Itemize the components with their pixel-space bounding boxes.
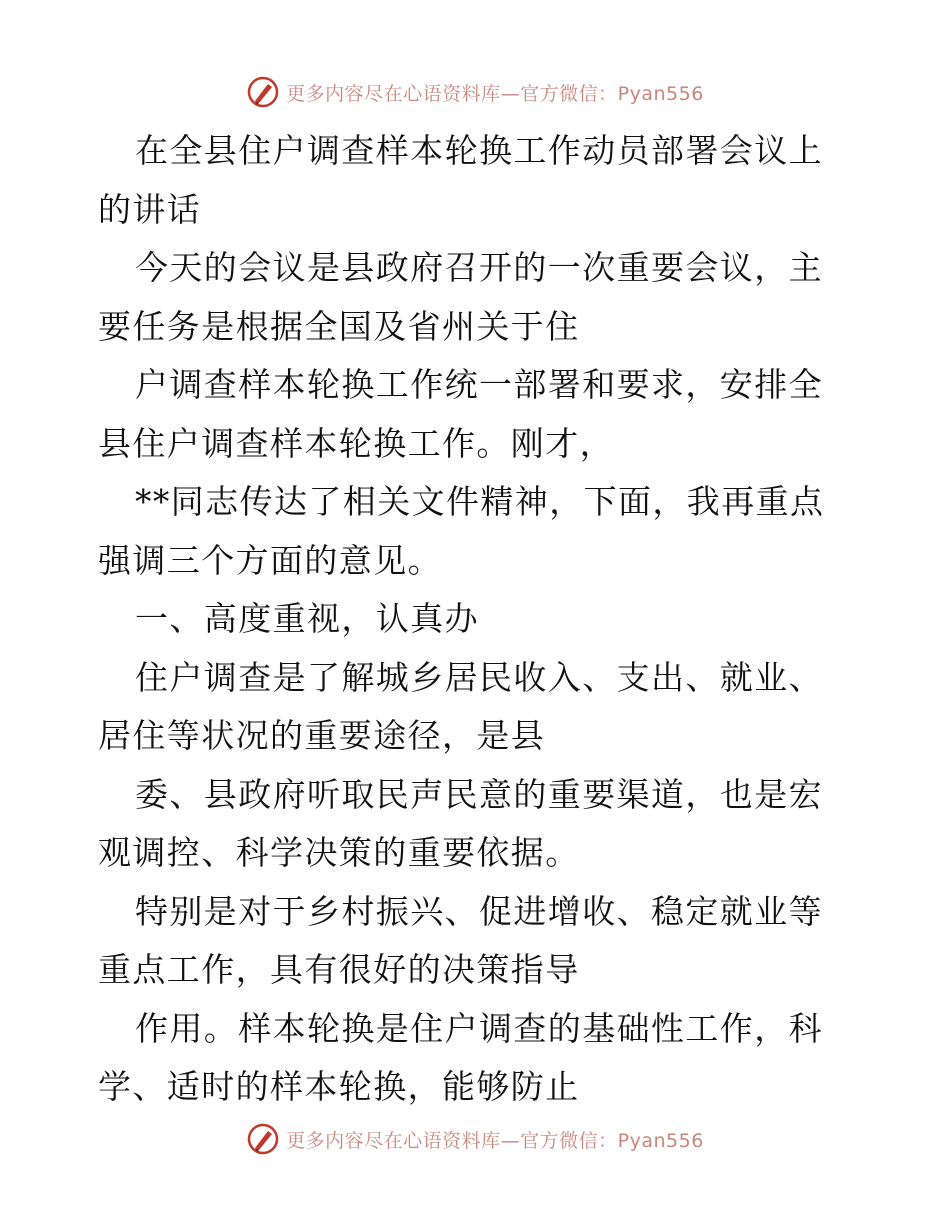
footer-watermark <box>0 1119 950 1159</box>
watermark-text: 更多内容尽在心语资料库—官方微信：Pyan556 <box>286 1129 704 1152</box>
section-heading: 一、高度重视，认真办 <box>135 599 479 638</box>
header-watermark <box>0 72 950 112</box>
document-title: 在全县住户调查样本轮换工作动员部署会议上的讲话 <box>98 131 823 229</box>
paragraph: 住户调查是了解城乡居民收入、支出、就业、居住等状况的重要途径，是县 <box>98 657 823 755</box>
paragraph: **同志传达了相关文件精神，下面，我再重点强调三个方面的意见。 <box>98 482 825 580</box>
pen-logo-icon <box>246 1122 280 1156</box>
paragraph: 今天的会议是县政府召开的一次重要会议，主要任务是根据全国及省州关于住 <box>98 248 823 346</box>
document-body <box>98 122 853 1117</box>
paragraph: 特别是对于乡村振兴、促进增收、稳定就业等重点工作，具有很好的决策指导 <box>98 891 823 989</box>
paragraph: 作用。样本轮换是住户调查的基础性工作，科学、适时的样本轮换，能够防止 <box>98 1008 823 1106</box>
pen-logo-icon <box>246 75 280 109</box>
paragraph: 户调查样本轮换工作统一部署和要求，安排全县住户调查样本轮换工作。刚才， <box>98 365 823 463</box>
watermark-text: 更多内容尽在心语资料库—官方微信：Pyan556 <box>286 82 704 105</box>
paragraph: 委、县政府听取民声民意的重要渠道，也是宏观调控、科学决策的重要依据。 <box>98 774 823 872</box>
